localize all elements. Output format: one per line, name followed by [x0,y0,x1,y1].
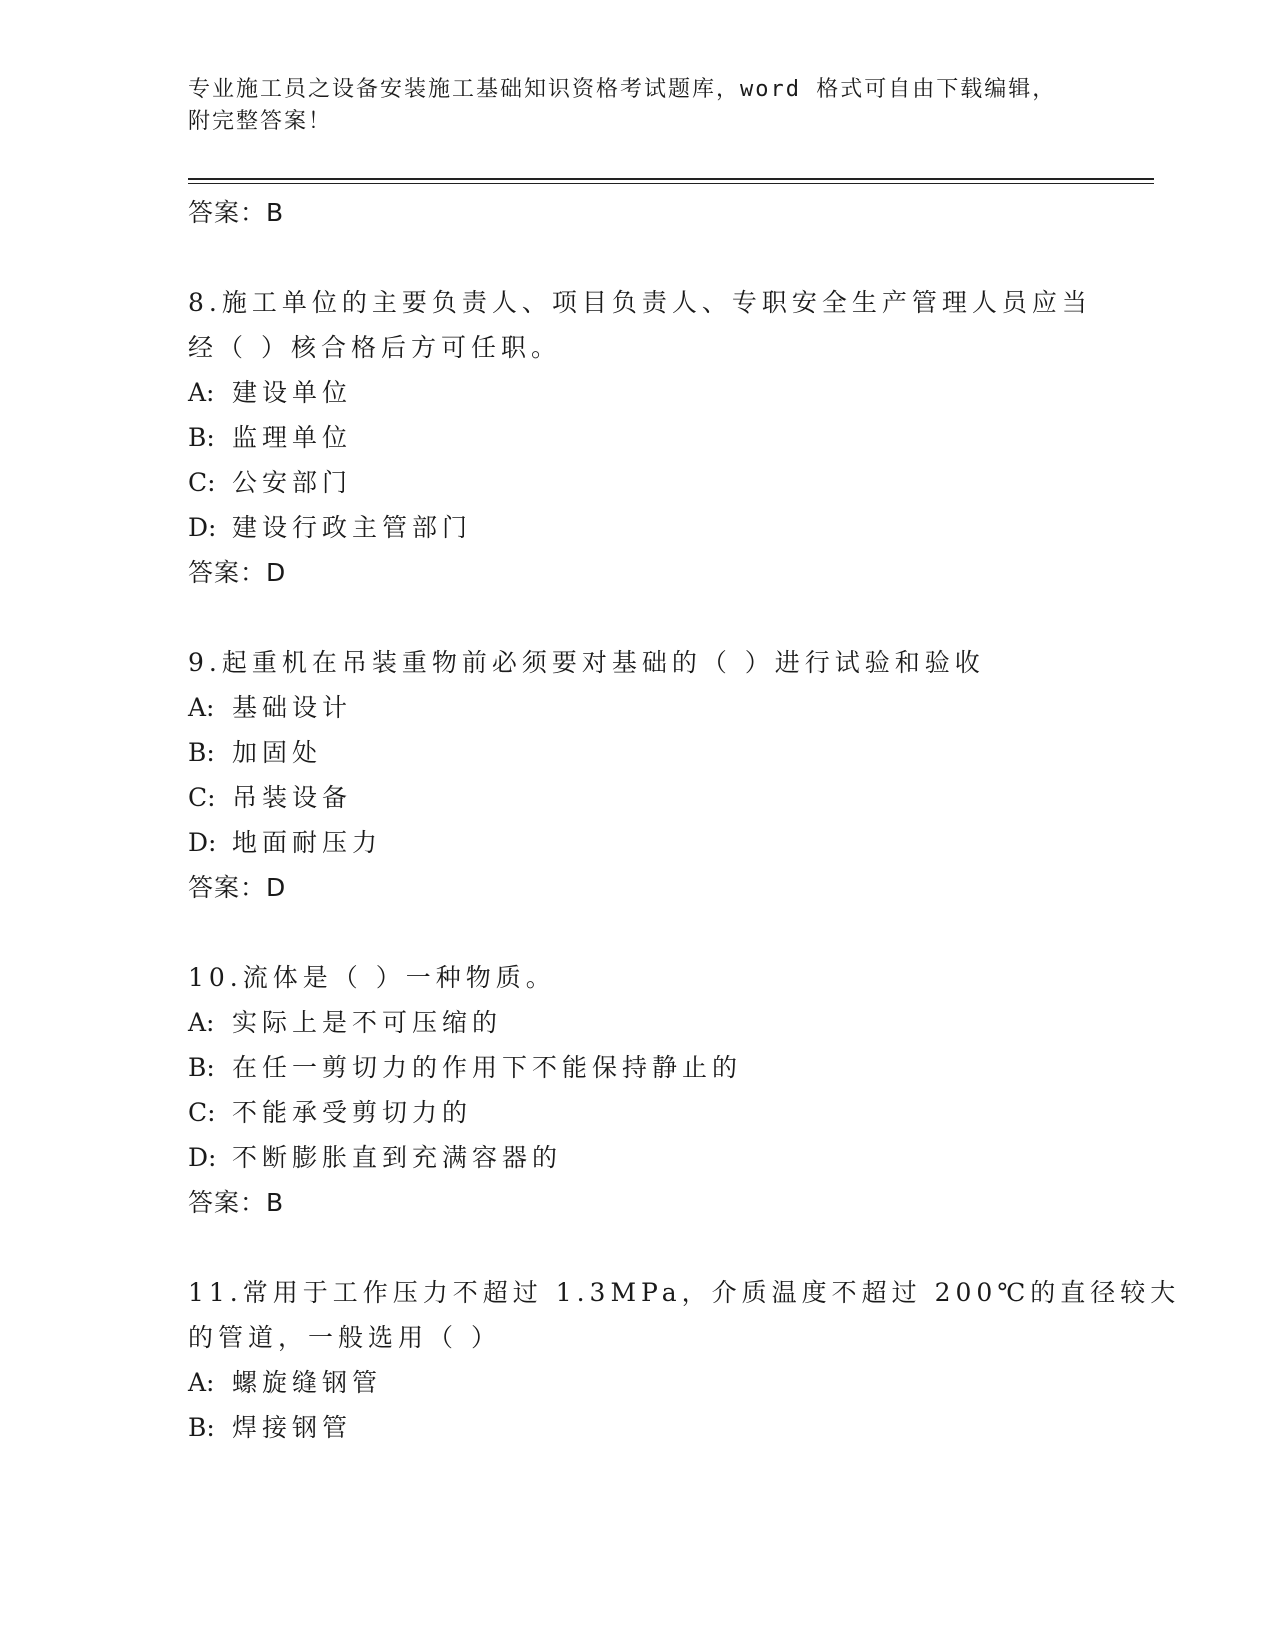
question-text: 10.流体是（ ）一种物质。 [188,963,556,992]
option-text: 基础设计 [232,693,353,722]
question-block [188,640,1148,911]
option-text: 加固处 [232,738,323,767]
question-block [188,1270,1181,1450]
option-text: 公安部门 [232,468,353,497]
option-key: B: [188,423,215,452]
option-d [188,820,1148,865]
option-a [188,370,1148,415]
answer-line [188,190,1148,236]
option-text: 螺旋缝钢管 [232,1368,383,1397]
option-key: D: [188,513,217,542]
answer-value: D [266,873,287,902]
header-divider-thick [188,178,1154,180]
answer-line [188,1180,1148,1226]
option-key: D: [188,828,217,857]
header-line-1: 专业施工员之设备安装施工基础知识资格考试题库，word 格式可自由下载编辑， [188,77,1057,102]
option-text: 建设单位 [232,378,353,407]
answer-label: 答案： [188,198,267,227]
answer-value: B [266,1188,285,1217]
option-b [188,1405,1148,1450]
option-key: A: [188,1368,215,1397]
option-a [188,1360,1148,1405]
answer-line [188,865,1148,911]
answer-value: D [266,558,287,587]
answer-line [188,550,1148,596]
header-divider-thin [188,183,1154,184]
option-text: 监理单位 [232,423,353,452]
option-b [188,730,1148,775]
option-text: 建设行政主管部门 [232,513,473,542]
option-text: 地面耐压力 [232,828,383,857]
option-a [188,685,1148,730]
option-text: 不能承受剪切力的 [232,1098,473,1127]
option-text: 吊装设备 [232,783,353,812]
answer-label: 答案： [188,558,267,587]
option-key: A: [188,378,215,407]
question-block [188,955,1148,1226]
option-text: 焊接钢管 [232,1413,353,1442]
option-key: A: [188,693,215,722]
option-c [188,775,1148,820]
question-text: 9.起重机在吊装重物前必须要对基础的（ ）进行试验和验收 [188,648,985,677]
option-key: B: [188,1053,215,1082]
option-d [188,505,1148,550]
option-key: C: [188,1098,216,1127]
option-key: C: [188,783,216,812]
option-a [188,1000,1148,1045]
option-d [188,1135,1148,1180]
option-key: D: [188,1143,217,1172]
option-c [188,460,1148,505]
answer-value: B [266,198,285,227]
answer-label: 答案： [188,873,267,902]
question-list [188,190,1181,1450]
question-text: 8.施工单位的主要负责人、项目负责人、专职安全生产管理人员应当 [188,288,1092,317]
header-line-2: 附完整答案！ [188,109,333,134]
question-text: 11.常用于工作压力不超过 1.3MPa，介质温度不超过 200℃的直径较大 [188,1278,1181,1307]
question-block [188,280,1148,596]
option-text: 在任一剪切力的作用下不能保持静止的 [232,1053,743,1082]
option-key: C: [188,468,216,497]
option-key: A: [188,1008,215,1037]
option-text: 实际上是不可压缩的 [232,1008,503,1037]
question-text: 经（ ）核合格后方可任职。 [188,333,561,362]
option-key: B: [188,738,215,767]
answer-label: 答案： [188,1188,267,1217]
option-c [188,1090,1148,1135]
option-text: 不断膨胀直到充满容器的 [232,1143,563,1172]
page-header [188,74,1088,138]
option-key: B: [188,1413,215,1442]
option-b [188,1045,1148,1090]
question-text: 的管道，一般选用（ ） [188,1323,501,1352]
option-b [188,415,1148,460]
